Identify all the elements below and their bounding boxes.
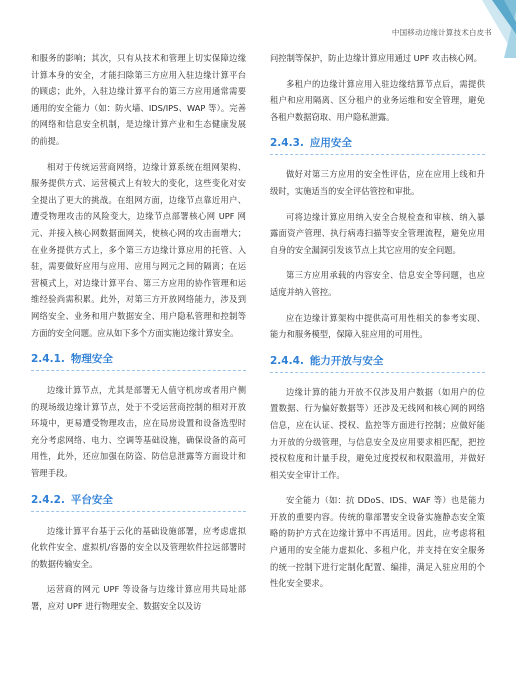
right-column [270, 50, 485, 601]
paragraph: 边缘计算平台基于云化的基础设施部署，应考虑虚拟化软件安全、虚拟机/容器的安全以及管理软件拉远部署时的数据传输安全。 [31, 525, 246, 569]
paragraph: 边缘计算的能力开放不仅涉及用户数据（如用户的位置数据、行为偏好数据等）还涉及无线网和核心网的网络信息，应在认证、授权、监控等方面进行控制；应做好能力开放的分级管理，与信息安全及应用要求相匹配，把控授权粒度和计量手段，避免过度授权和权限滥用，并做好相关安全审计工作。 [270, 386, 485, 480]
paragraph: 可将边缘计算应用纳入安全合规检查和审核、纳入暴露面资产管理、执行病毒扫描等安全管理流程，避免应用自身的安全漏洞引发该节点上其它应用的安全问题。 [270, 211, 485, 255]
section-number: 2.4.1. [31, 353, 65, 366]
paragraph: 多租户的边缘计算应用入驻边缘结算节点后，需提供租户和应用隔离、区分租户的业务运维和安全管理，避免各租户数据窃取、用户隐私泄露。 [270, 78, 485, 122]
paragraph: 相对于传统运营商网络，边缘计算系统在组网架构、服务提供方式、运营模式上有较大的变化，这些变化对安全提出了更大的挑战。在组网方面，边缘节点靠近用户、遭受物理攻击的风险变大，边缘节点部署核心网 UPF 网元、并接入核心网数据面网关，使核心网的攻击面增大；在业务提供方式上，多个第三方边缘计算应用的托管、入驻，需要做好应用与应用、应用与网元之间的隔离；在运营模式上，对边缘计算平台、第三方应用的协作管理和运维经验尚需积累。此外，对第三方开放网络能力，涉及到网络安全、业务和用户数据安全、用户隐私管理和控制等方面的安全问题。应从如下多个方面实施边缘计算安全。 [31, 161, 246, 338]
section-title: 物理安全 [70, 353, 113, 366]
section-title: 平台安全 [70, 493, 113, 506]
paragraph: 安全能力（如：抗 DDoS、IDS、WAF 等）也是能力开放的重要内容。传统的靠部署安全设备实施静态安全策略的防护方式在边缘计算中不再适用。因此，应考虑将租户通用的安全能力虚拟化、多租户化，并支持在安全服务的统一控制下进行定制化配置、编排，满足入驻应用的个性化安全要求。 [270, 495, 485, 589]
section-number: 2.4.2. [31, 493, 65, 506]
section-number: 2.4.4. [270, 354, 304, 367]
section-title: 能力开放与安全 [309, 354, 384, 367]
section-title: 应用安全 [309, 137, 352, 150]
paragraph: 第三方应用承载的内容安全、信息安全等问题，也应适度并纳入管控。 [270, 270, 485, 297]
section-number: 2.4.3. [270, 137, 304, 150]
section-heading-application-security [270, 135, 485, 155]
paragraph: 问控制等保护，防止边缘计算应用通过 UPF 攻击核心网。 [270, 53, 482, 63]
paragraph: 应在边缘计算架构中提供高可用性相关的参考实现、能力和服务模型，保障入驻应用的可用性。 [270, 312, 485, 340]
section-heading-physical-security [31, 351, 246, 371]
section-heading-capability-exposure [270, 353, 485, 373]
left-column [31, 50, 246, 624]
paragraph: 做好对第三方应用的安全性评估，应在应用上线和升级时，实施适当的安全评估管控和审批。 [270, 169, 485, 196]
paragraph: 和服务的影响；其次，只有从技术和管理上切实保障边缘计算本身的安全，才能扫除第三方应用入驻边缘计算平台的顾虑；此外，入驻边缘计算平台的第三方应用通常需要通用的安全能力（如：防火墙、IDS/IPS、WAP 等）。完善的网络和信息安全机制，是边缘计算产业和生态健康发展的前提。 [31, 53, 246, 146]
section-heading-platform-security [31, 492, 246, 512]
paragraph: 运营商的网元 UPF 等设备与边缘计算应用共局址部署，应对 UPF 进行物理安全、数据安全以及访 [31, 584, 246, 612]
paragraph: 边缘计算节点，尤其是部署无人值守机房或者用户侧的现场级边缘计算节点，处于不受运营商控制的相对开放环境中，更易遭受物理攻击，应在局房设置和设备选型时充分考虑网络、电力、空调等基础设施，确保设备的高可用性，此外，还应加强在防盗、防信息泄露等方面设计和管理手段。 [31, 385, 246, 479]
header-title: 中国移动边缘计算技术白皮书 [391, 28, 492, 37]
